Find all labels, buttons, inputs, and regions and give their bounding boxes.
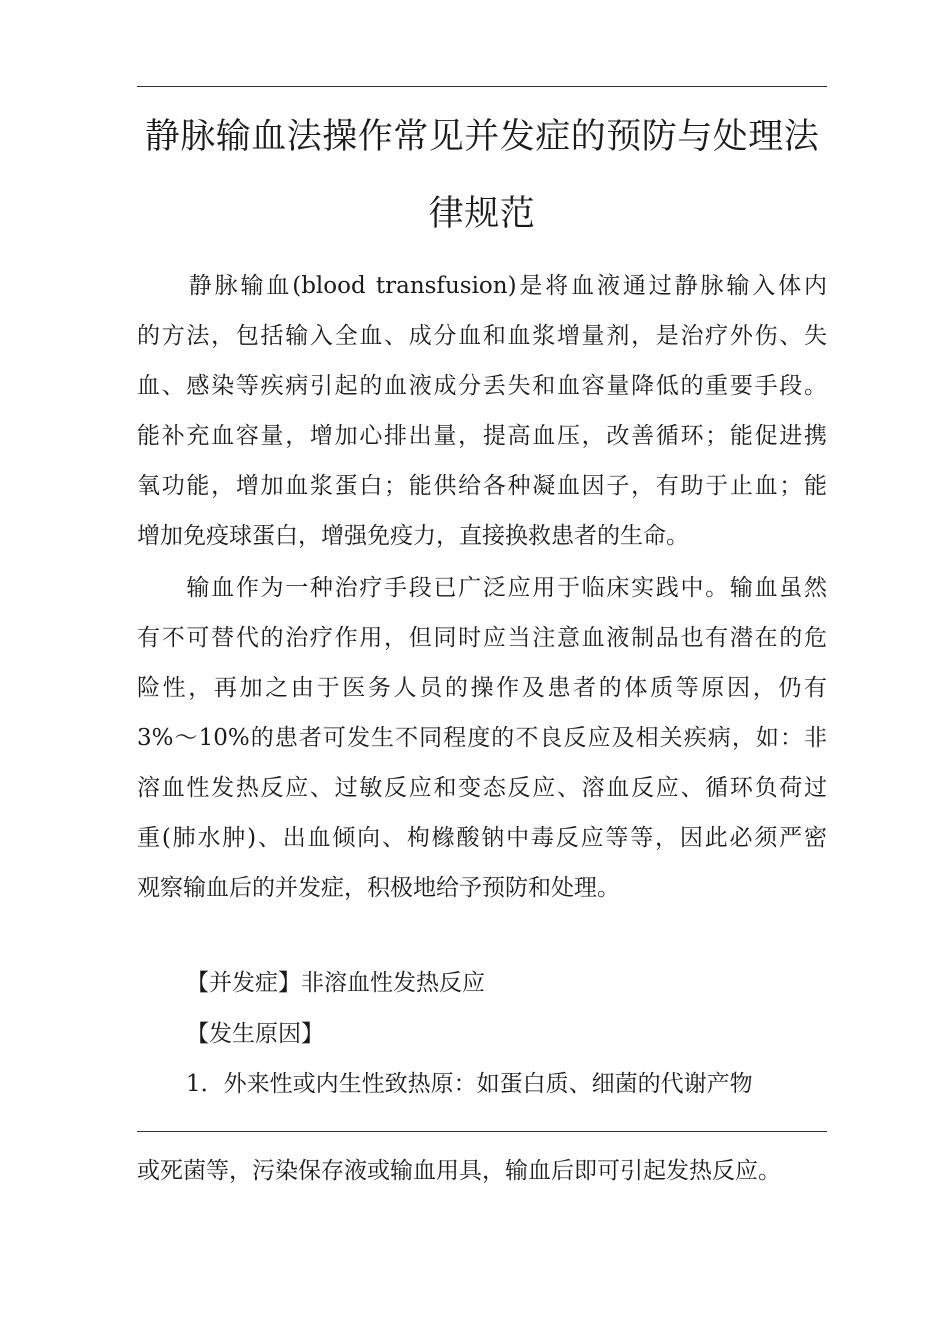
paragraph-line: 溶血性发热反应、过敏反应和变态反应、溶血反应、循环负荷过 (137, 775, 827, 801)
paragraph-line: 险性，再加之由于医务人员的操作及患者的体质等原因，仍有 (137, 675, 827, 701)
paragraph-line: 增加免疫球蛋白，增强免疫力，直接换救患者的生命。 (137, 523, 689, 549)
document-title-line-2: 律规范 (428, 194, 536, 234)
cause-heading: 【发生原因】 (186, 1021, 324, 1047)
paragraph-line: 观察输血后的并发症，积极地给予预防和处理。 (137, 875, 620, 901)
paragraph-line: 氧功能，增加血浆蛋白；能供给各种凝血因子，有助于止血；能 (137, 473, 827, 499)
second-paragraph (137, 563, 827, 913)
paragraph-line: 能补充血容量，增加心排出量，提高血压，改善循环；能促进携 (137, 423, 827, 449)
paragraph-line: 的方法，包括输入全血、成分血和血浆增量剂，是治疗外伤、失 (137, 323, 827, 349)
paragraph-line: 血、感染等疾病引起的血液成分丢失和血容量降低的重要手段。 (137, 373, 827, 399)
continued-text: 或死菌等，污染保存液或输血用具，输血后即可引起发热反应。 (137, 1158, 781, 1184)
complication-heading: 【并发症】非溶血性发热反应 (186, 970, 485, 996)
paragraph-line: 有不可替代的治疗作用，但同时应当注意血液制品也有潜在的危 (137, 625, 827, 651)
paragraph-line: 3%〜10%的患者可发生不同程度的不良反应及相关疾病，如：非 (137, 725, 827, 751)
paragraph-line: 输血作为一种治疗手段已广泛应用于临床实践中。输血虽然 (137, 575, 827, 601)
intro-paragraph (137, 261, 827, 561)
paragraph-line: 重(肺水肿)、出血倾向、枸橼酸钠中毒反应等等，因此必须严密 (137, 825, 827, 851)
cause-item-1: 1．外来性或内生性致热原：如蛋白质、细菌的代谢产物 (186, 1071, 753, 1097)
paragraph-line: 静脉输血(blood transfusion)是将血液通过静脉输入体内 (137, 273, 827, 299)
header-rule (137, 86, 827, 87)
page-break-rule (137, 1131, 827, 1132)
document-title-line-1: 静脉输血法操作常见并发症的预防与处理法 (144, 117, 820, 157)
